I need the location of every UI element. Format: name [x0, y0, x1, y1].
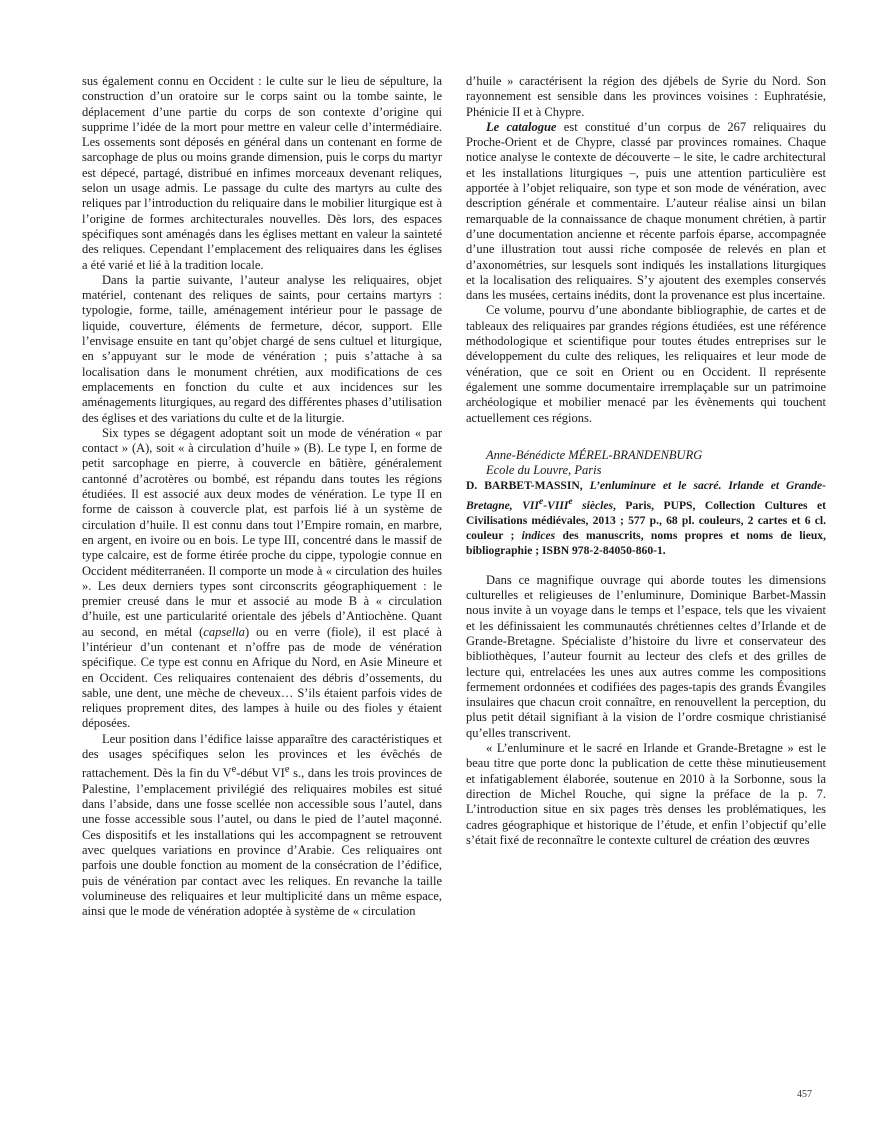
paragraph: [82, 426, 442, 732]
superscript: e: [231, 764, 237, 776]
signature: [466, 448, 826, 479]
signature-name: Anne-Bénédicte MÉREL-BRANDENBURG: [486, 447, 703, 462]
paragraph: Dans ce magnifique ouvrage qui aborde toutes les dimensions culturelles et religieuses de l’enluminure, Dominique Barbet-Massin nous invite à un voyage dans le temps et l’espace, tels que les vivaient et les définissaient les communautés chrétiennes celtes d’Irlande et de Grande-Bretagne. Spécialiste d’histoire du livre et conservateur des bibliothèques, l’auteur fournit au lecteur des clefs et des grilles de lecture qui, entrelacées les unes aux autres comme les compositions fermement ordonnées et codifiées des pages-tapis des grands Évangiles insulaires que chacun croit connaître, en renouvellent la perception, du plus petit détail signifiant à la vision de l’ordre cosmique christianisé qu’elles transcrivent.: [466, 572, 826, 740]
text-span: est constitué d’un corpus de 267 reliquaires du Proche-Orient et de Chypre, classé par provinces romaines. Chaque notice analyse le contexte de découverte – le site, le cadre architectural et les installations liturgiques –, puis une attention particulière est apportée à l’objet reliquaire, son type et son mode de vénération, avec description générale et commentaire. L’auteur réalise ainsi un bilan remarquable de la connaissance de chaque monument chrétien, à partir d’une documentation ancienne et récente parfois éparse, accompagnée d’une illustration tout aussi riche composée de relevés en plan et d’axonométries, sur lesquels sont indiqués les installations liturgiques et la localisation des reliquaires. S’y ajoutent des exemples conservés dans les musées, certains inédits, dont la provenance est plus incertaine.: [466, 119, 826, 303]
text-italic: capsella: [203, 624, 245, 639]
text-span: Leur position dans l’édifice laisse apparaître des caractéristiques et des usages spécifiques selon les provinces et les évêchés de rattachement. Dès la fin du V: [82, 731, 442, 781]
paragraph: sus également connu en Occident : le culte sur le lieu de sépulture, la construction d’un oratoire sur le corps saint ou la tombe sainte, le déplacement d’une partie du corps de son contexte d’origine qui supprime l’idée de la mort pour mettre en valeur celle d’intermédiaire. Les ossements sont déposés en général dans un contenant en forme de sarcophage de plus ou moins grande dimension, puis le corps du martyr est dépecé, partagé, distribué en infimes morceaux devenant reliques, selon un usage admis. Le passage du culte des martyrs au culte des reliques par l’introduction du reliquaire dans le mobilier liturgique est à l’origine de formes architecturales nouvelles. Dès lors, des espaces spécifiques sont aménagés dans les églises mettant en valeur la sainteté des reliques. Cependant l’emplacement des reliquaires dans les églises a été varié et lié à la tradition locale.: [82, 74, 442, 272]
paragraph: d’huile » caractérisent la région des djébels de Syrie du Nord. Son rayonnement est sensible dans les provinces voisines : Euphratésie, Phénicie II et à Chypre.: [466, 74, 826, 119]
signature-affiliation: Ecole du Louvre, Paris: [486, 463, 602, 478]
page-number: 457: [797, 1089, 812, 1100]
paragraph: Dans la partie suivante, l’auteur analyse les reliquaires, objet matériel, contenant des reliques de saints, pour certains martyrs : typologie, forme, taille, aménagement intérieur pour le passage de liquide, couverture, éléments de fermeture, décor, support. Elle l’envisage ensuite en tant qu’objet chargé de sens cultuel et liturgique, en s’appuyant sur le mode de vénération ; puis s’attache à sa localisation dans le monument chrétien, aux modifications de ces emplacements en fonction du culte et aux incidences sur les aménagements liturgiques, au regard des différentes phases d’utilisation des églises et des variations du culte et de la liturgie.: [82, 272, 442, 425]
review-details-end: des manuscrits, noms propres et noms de lieux, bibliographie ; ISBN 978-2-84050-860-1.: [466, 529, 826, 558]
catalogue-label: Le catalogue: [486, 119, 557, 134]
review-indices: indices: [521, 529, 556, 543]
text-span: Six types se dégagent adoptant soit un mode de vénération « par contact » (A), soit « à circulation d’huile » (B). Le type I, en forme de petit sarcophage en pierre, à couvercle en bâtière, généralement cantonné d’acrotères ou bombé, est répandu dans toutes les régions étudiées. Il est associé aux deux modes de vénération. Le type II en forme de caisson à couvercle plat, est parfois lié à un système de circulation d’huile. Il est connu dans tout l’Empire romain, en marbre, en argent, en ivoire ou en bois. Le type III, concentré dans le massif de type calcaire, est de forme étirée proche du cippe, typologie connue en Occident méditerranéen. Il comporte un mode à « circulation des huiles ». Les deux derniers types sont circonscrits géographiquement : le premier creusé dans le mur et associé au mode B à « circulation d’huile, est une particularité orientale des jébels d’Antiochène. Quant au second, en métal (: [82, 425, 442, 639]
superscript: e: [284, 764, 290, 776]
paragraph: [466, 120, 826, 304]
paragraph: « L’enluminure et le sacré en Irlande et Grande-Bretagne » est le beau titre que porte donc la publication de cette thèse minutieusement et infatigablement élaborée, soutenue en 2010 à la Sorbonne, sous la direction de Michel Rouche, qui signe la préface de la p. 7. L’introduction situe en six pages très denses les problématiques, les cadres géographique et historique de l’étude, et enfin l’objectif qu’elle s’était fixé de reconnaître le contexte culturel de création des œuvres: [466, 741, 826, 847]
paragraph: Ce volume, pourvu d’une abondante bibliographie, de cartes et de tableaux des reliquaires par grandes régions étudiées, est une référence méthodologique et scientifique pour toutes études entreprises sur le développement du culte des reliques, les reliquaires et leur mode de vénération, que ce soit en Orient ou en Occident. Il représente également une somme documentaire irremplaçable sur un patrimoine archéologique et mobilier menacé par les évènements qui touchent actuellement ces régions.: [466, 303, 826, 425]
left-column: [82, 74, 442, 919]
right-column: [466, 74, 826, 848]
review-details: , Paris, PUPS, Collection Cultures et Civilisations médiévales, 2013 ; 577 p., 68 pl. couleurs, 2 cartes et 6 cl. couleur ;: [466, 498, 826, 543]
review-heading: [466, 478, 826, 558]
text-span: s., dans les trois provinces de Palestine, l’emplacement privilégié des reliquaires mobiles est situé dans l’abside, dans une fosse scellée non accessible sous l’autel, dans une fosse accessible sous l’autel, ou dans le pied de l’autel maçonné. Ces dispositifs et les installations qui les accompagnent se retrouvent avec quelques variations en province d’Arabie. Ces reliquaires ont parfois une double fonction au moment de la consécration de l’édifice, puis de vénération par contact avec les reliques. En revanche la taille volumineuse des reliquaires et leur multiplicité dans un même espace, ainsi que le mode de vénération adoptée à système de « circulation: [82, 766, 443, 919]
paragraph: [82, 732, 442, 920]
review-author: D. BARBET-MASSIN,: [466, 479, 590, 493]
text-span: ) ou en verre (fiole), il est placé à l’intérieur d’un contenant et n’offre pas de mode de vénération spécifique. Ce type est connu en Afrique du Nord, en Asie Mineure et en Occident. Ces reliquaires contenaient des débris d’ossements, du sable, une dent, une mèche de cheveux… S’ils étaient parfois vides de reliques proprement dites, des lampes à huile ou des fioles y étaient déposées.: [82, 624, 442, 731]
review-title: L’enluminure et le sacré. Irlande et Grande-Bretagne, VIIe-VIIIe siècles: [466, 479, 826, 512]
text-span: -début VI: [236, 766, 285, 781]
